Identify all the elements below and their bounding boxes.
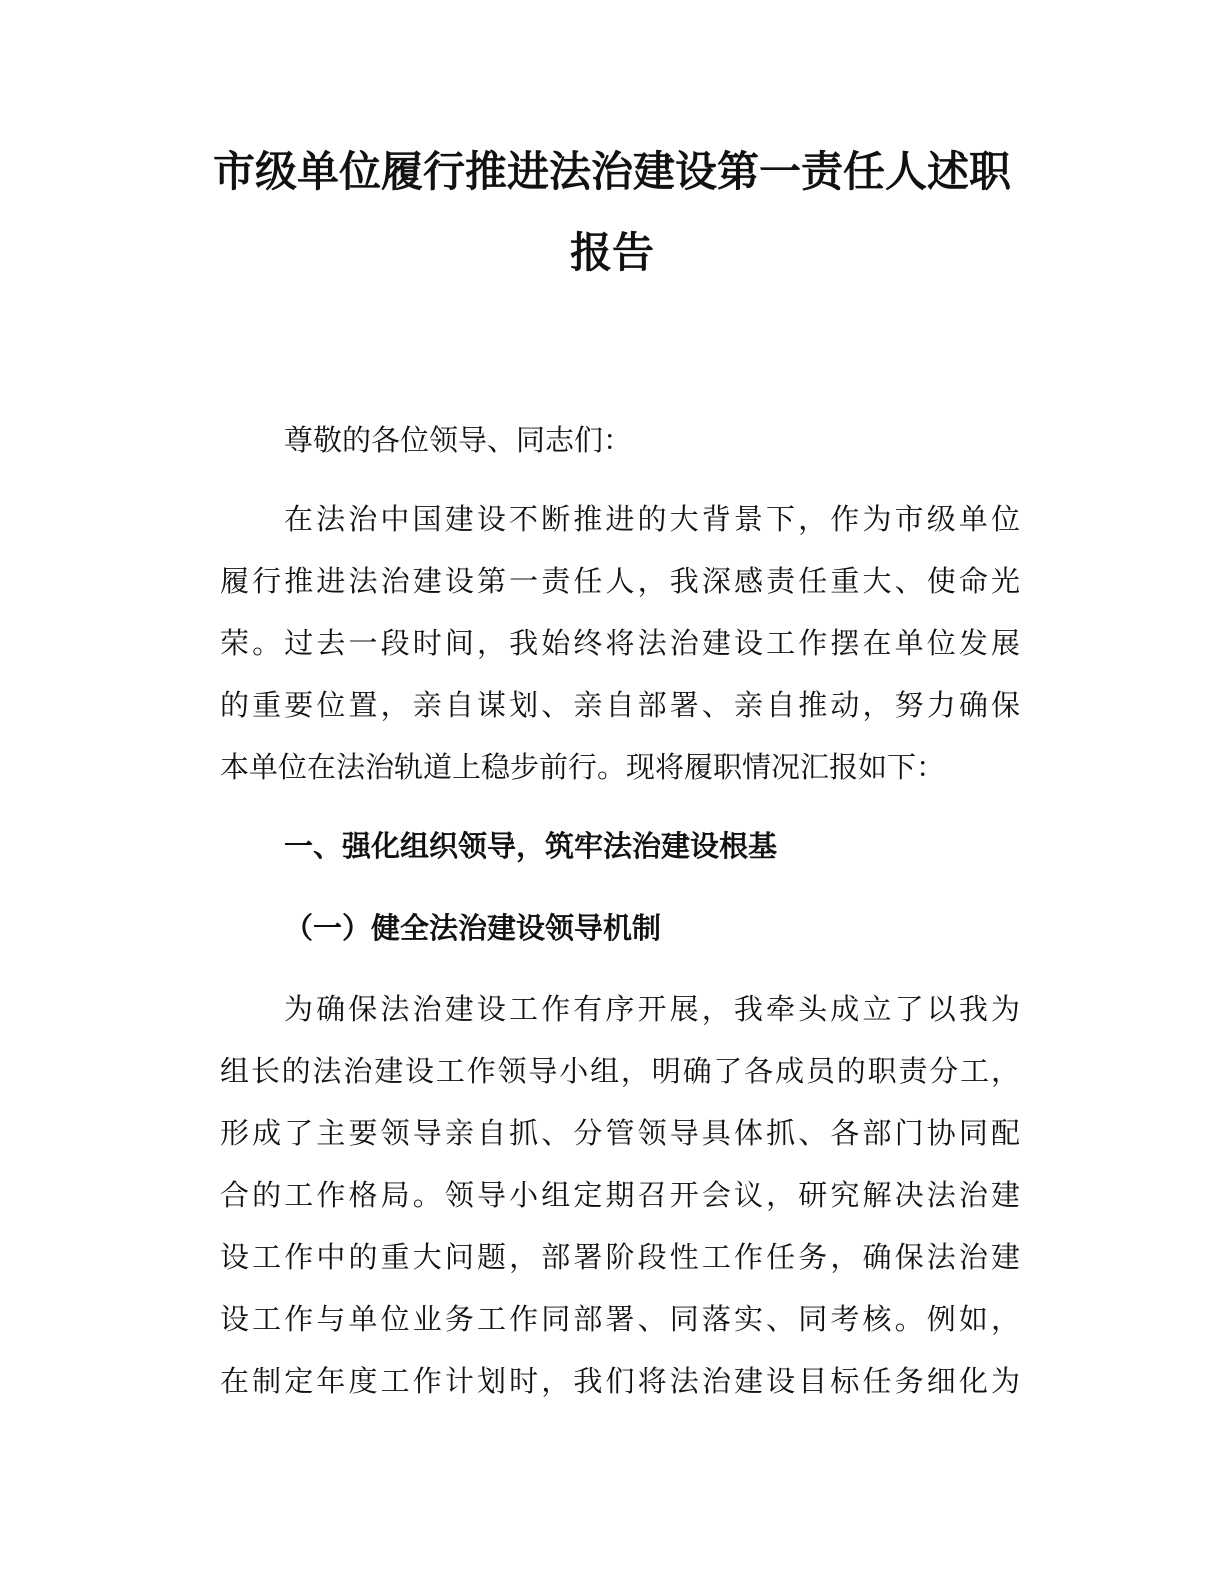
section-1-heading: 一、强化组织领导，筑牢法治建设根基 [284,829,778,863]
intro-line-1: 在法治中国建设不断推进的大背景下，作为市级单位 [284,502,1020,536]
body-line-2: 组长的法治建设工作领导小组，明确了各成员的职责分工， [220,1054,1020,1088]
intro-line-3: 荣。过去一段时间，我始终将法治建设工作摆在单位发展 [220,626,1020,660]
subsection-1-heading: （一）健全法治建设领导机制 [284,911,662,945]
body-line-4: 合的工作格局。领导小组定期召开会议，研究解决法治建 [220,1178,1020,1212]
body-line-1: 为确保法治建设工作有序开展，我牵头成立了以我为 [284,992,1020,1026]
body-line-3: 形成了主要领导亲自抓、分管领导具体抓、各部门协同配 [220,1116,1020,1150]
body-line-6: 设工作与单位业务工作同部署、同落实、同考核。例如， [220,1302,1020,1336]
document-title-line-2: 报告 [569,228,654,277]
document-title-line-1: 市级单位履行推进法治建设第一责任人述职 [212,147,1011,196]
intro-line-5: 本单位在法治轨道上稳步前行。现将履职情况汇报如下： [220,750,946,784]
body-line-5: 设工作中的重大问题，部署阶段性工作任务，确保法治建 [220,1240,1020,1274]
intro-line-2: 履行推进法治建设第一责任人，我深感责任重大、使命光 [220,564,1020,598]
salutation: 尊敬的各位领导、同志们： [284,423,633,457]
body-line-7: 在制定年度工作计划时，我们将法治建设目标任务细化为 [220,1364,1020,1398]
intro-line-4: 的重要位置，亲自谋划、亲自部署、亲自推动，努力确保 [220,688,1020,722]
